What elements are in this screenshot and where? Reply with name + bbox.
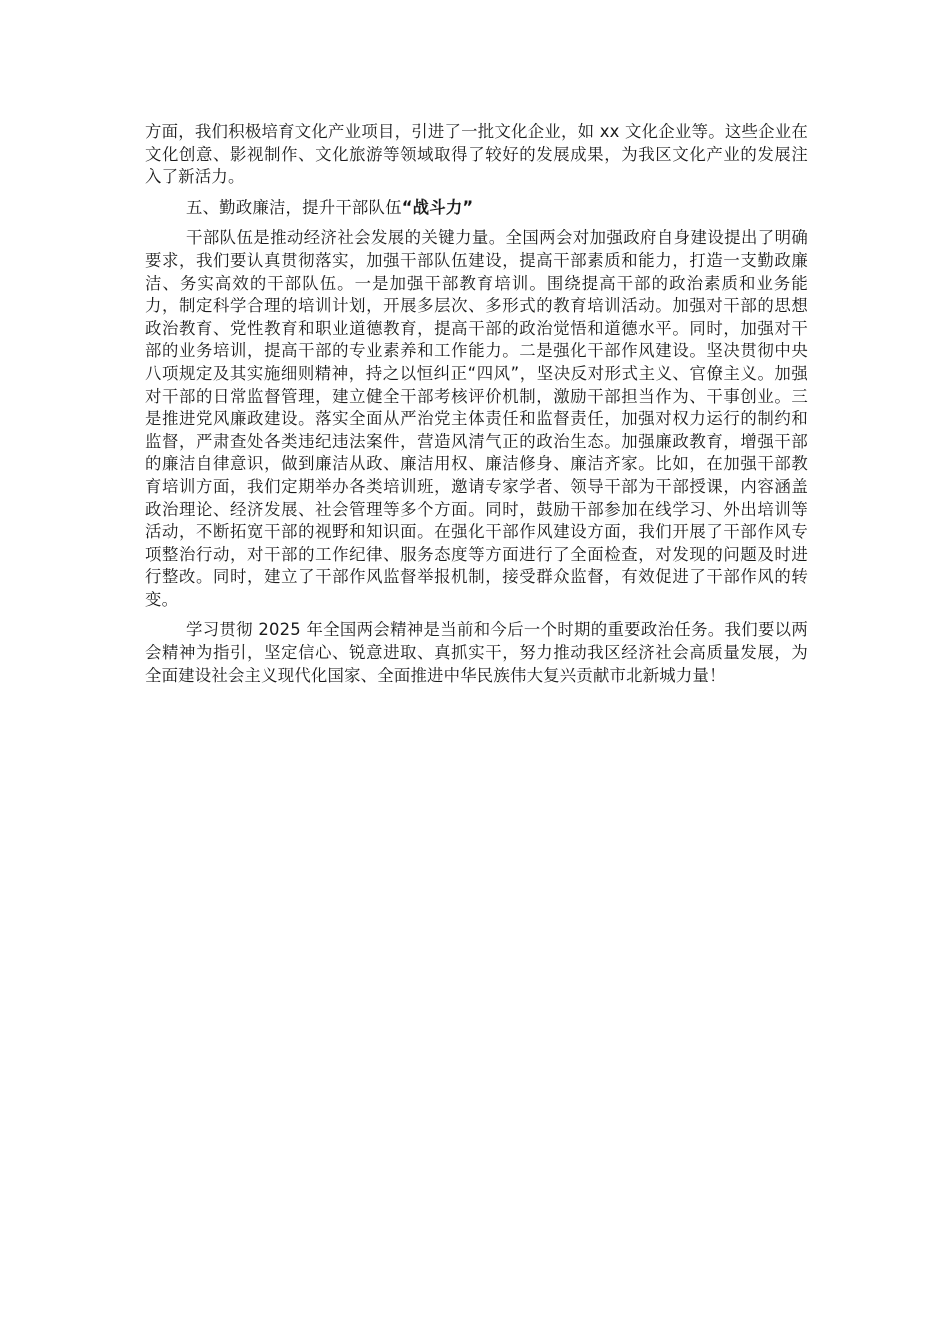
paragraph-cadre-team: 干部队伍是推动经济社会发展的关键力量。全国两会对加强政府自身建设提出了明确要求，我们要认真贯彻落实，加强干部队伍建设，提高干部素质和能力，打造一支勤政廉洁、务实高效的干部队伍。一是加强干部教育培训。围绕提高干部的政治素质和业务能力，制定科学合理的培训计划，开展多层次、多形式的教育培训活动。加强对干部的思想政治教育、党性教育和职业道德教育，提高干部的政治觉悟和道德水平。同时，加强对干部的业务培训，提高干部的专业素养和工作能力。二是强化干部作风建设。坚决贯彻中央八项规定及其实施细则精神，持之以恒纠正“四风”，坚决反对形式主义、官僚主义。加强对干部的日常监督管理，建立健全干部考核评价机制，激励干部担当作为、干事创业。三是推进党风廉政建设。落实全面从严治党主体责任和监督责任，加强对权力运行的制约和监督，严肃查处各类违纪违法案件，营造风清气正的政治生态。加强廉政教育，增强干部的廉洁自律意识，做到廉洁从政、廉洁用权、廉洁修身、廉洁齐家。比如，在加强干部教育培训方面，我们定期举办各类培训班，邀请专家学者、领导干部为干部授课，内容涵盖政治理论、经济发展、社会管理等多个方面。同时，鼓励干部参加在线学习、外出培训等活动，不断拓宽干部的视野和知识面。在强化干部作风建设方面，我们开展了干部作风专项整治行动，对干部的工作纪律、服务态度等方面进行了全面检查，对发现的问题及时进行整改。同时，建立了干部作风监督举报机制，接受群众监督，有效促进了干部作风的转变。: [145, 228, 808, 609]
section-heading-text: 五、勤政廉洁，提升干部队伍: [186, 197, 402, 217]
section-heading-quoted: “战斗力”: [401, 197, 474, 217]
paragraph-culture-industry: 方面，我们积极培育文化产业项目，引进了一批文化企业，如 xx 文化企业等。这些企业在文化创意、影视制作、文化旅游等领域取得了较好的发展成果，为我区文化产业的发展注入了新活力。: [145, 122, 808, 187]
paragraph-conclusion: 学习贯彻 2025 年全国两会精神是当前和今后一个时期的重要政治任务。我们要以两会精神为指引，坚定信心、锐意进取、真抓实干，努力推动我区经济社会高质量发展，为全面建设社会主义现代化国家、全面推进中华民族伟大复兴贡献市北新城力量！: [145, 620, 808, 685]
section-heading-5: [145, 197, 808, 220]
document-body: [145, 121, 808, 687]
